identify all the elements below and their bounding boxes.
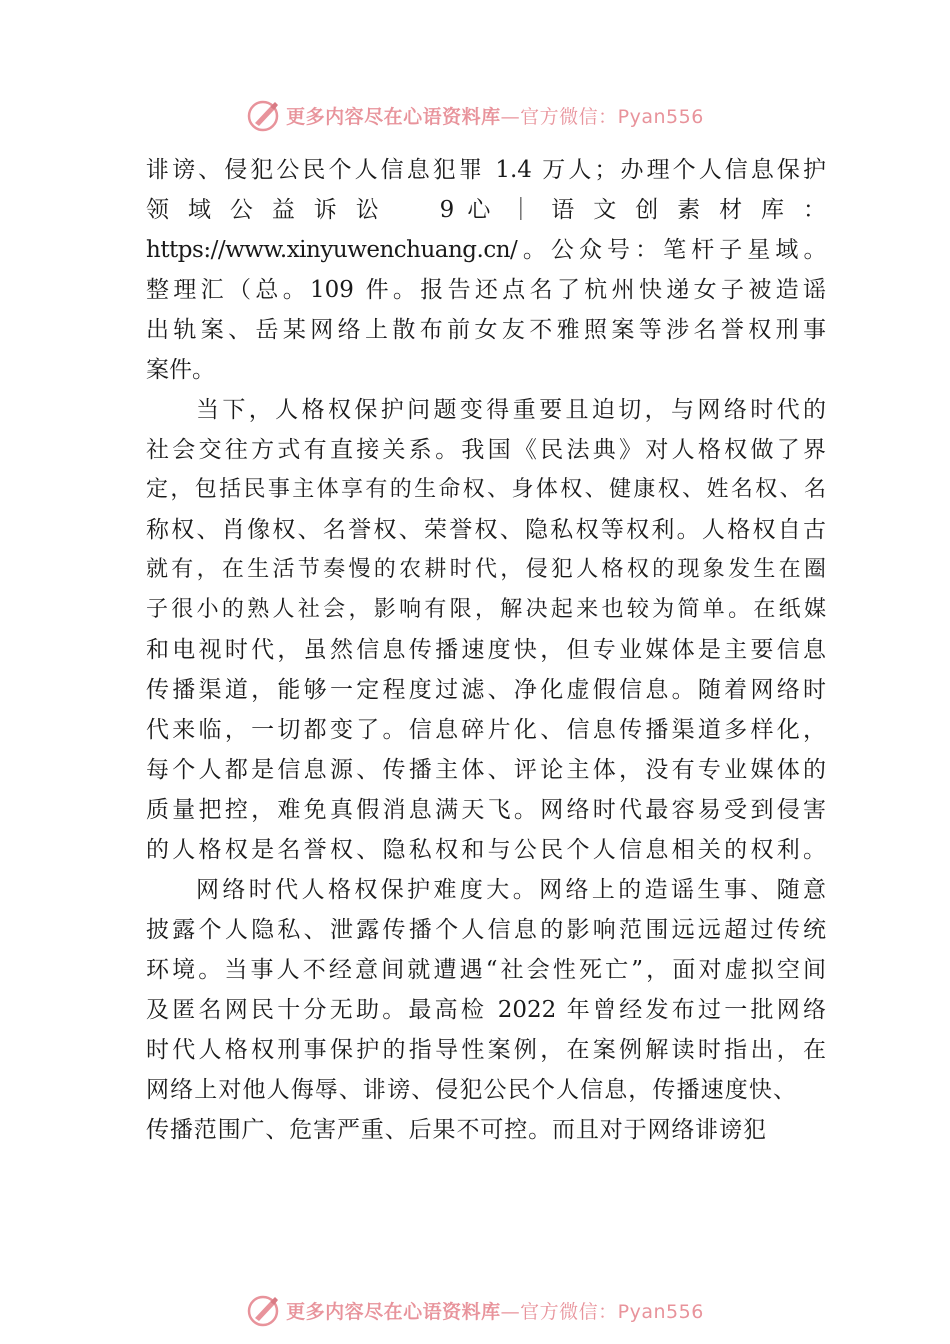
text-line: 子很小的熟人社会，影响有限，解决起来也较为简单。在纸媒 [146, 597, 826, 622]
text-line: 的人格权是名誉权、隐私权和与公民个人信息相关的权利。 [146, 837, 826, 863]
pen-logo-icon [246, 1292, 282, 1328]
text-line: 诽谤、侵犯公民个人信息犯罪 1.4 万人；办理个人信息保护 [146, 157, 826, 183]
footer-banner [0, 1288, 950, 1332]
text-line: 称权、肖像权、名誉权、荣誉权、隐私权等权利。人格权自古 [146, 517, 826, 543]
text-line: 每个人都是信息源、传播主体、评论主体，没有专业媒体的 [146, 757, 826, 783]
document-body [146, 150, 826, 1150]
header-banner [0, 93, 950, 137]
text-line: 案件。 [146, 357, 215, 383]
text-line: 代来临，一切都变了。信息碎片化、信息传播渠道多样化， [146, 717, 826, 743]
text-line: 质量把控，难免真假消息满天飞。网络时代最容易受到侵害 [146, 797, 826, 823]
text-line: 就有，在生活节奏慢的农耕时代，侵犯人格权的现象发生在圈 [146, 557, 826, 582]
text-line: 当下，人格权保护问题变得重要且迫切，与网络时代的 [196, 397, 826, 423]
text-line: 社会交往方式有直接关系。我国《民法典》对人格权做了界 [146, 437, 826, 463]
text-line: 整理汇（总。109 件。报告还点名了杭州快递女子被造谣 [146, 277, 826, 303]
text-line: 网络上对他人侮辱、诽谤、侵犯公民个人信息，传播速度快、 [146, 1077, 796, 1103]
text-line: https://www.xinyuwenchuang.cn/。公众号：笔杆子星域。 [146, 237, 826, 263]
text-line: 网络时代人格权保护难度大。网络上的造谣生事、随意 [196, 877, 826, 903]
text-line: 定，包括民事主体享有的生命权、身体权、健康权、姓名权、名 [146, 477, 826, 502]
text-line: 出轨案、岳某网络上散布前女友不雅照案等涉名誉权刑事 [146, 317, 826, 343]
text-line: 传播渠道，能够一定程度过滤、净化虚假信息。随着网络时 [146, 677, 826, 703]
text-line: 环境。当事人不经意间就遭遇“社会性死亡”，面对虚拟空间 [146, 957, 826, 983]
pen-logo-icon [246, 97, 282, 133]
banner-text: 更多内容尽在心语资料库—官方微信：Pyan556 [286, 105, 704, 128]
text-line: 和电视时代，虽然信息传播速度快，但专业媒体是主要信息 [146, 637, 826, 663]
text-line: 时代人格权刑事保护的指导性案例，在案例解读时指出，在 [146, 1037, 826, 1063]
text-line: 及匿名网民十分无助。最高检 2022 年曾经发布过一批网络 [146, 997, 826, 1023]
text-line: 传播范围广、危害严重、后果不可控。而且对于网络诽谤犯 [146, 1117, 766, 1143]
banner-text: 更多内容尽在心语资料库—官方微信：Pyan556 [286, 1300, 704, 1323]
text-line: 披露个人隐私、泄露传播个人信息的影响范围远远超过传统 [146, 917, 826, 943]
text-line: 领 域 公 益 诉 讼 9 心 ｜ 语 文 创 素 材 库 ： [146, 197, 826, 223]
